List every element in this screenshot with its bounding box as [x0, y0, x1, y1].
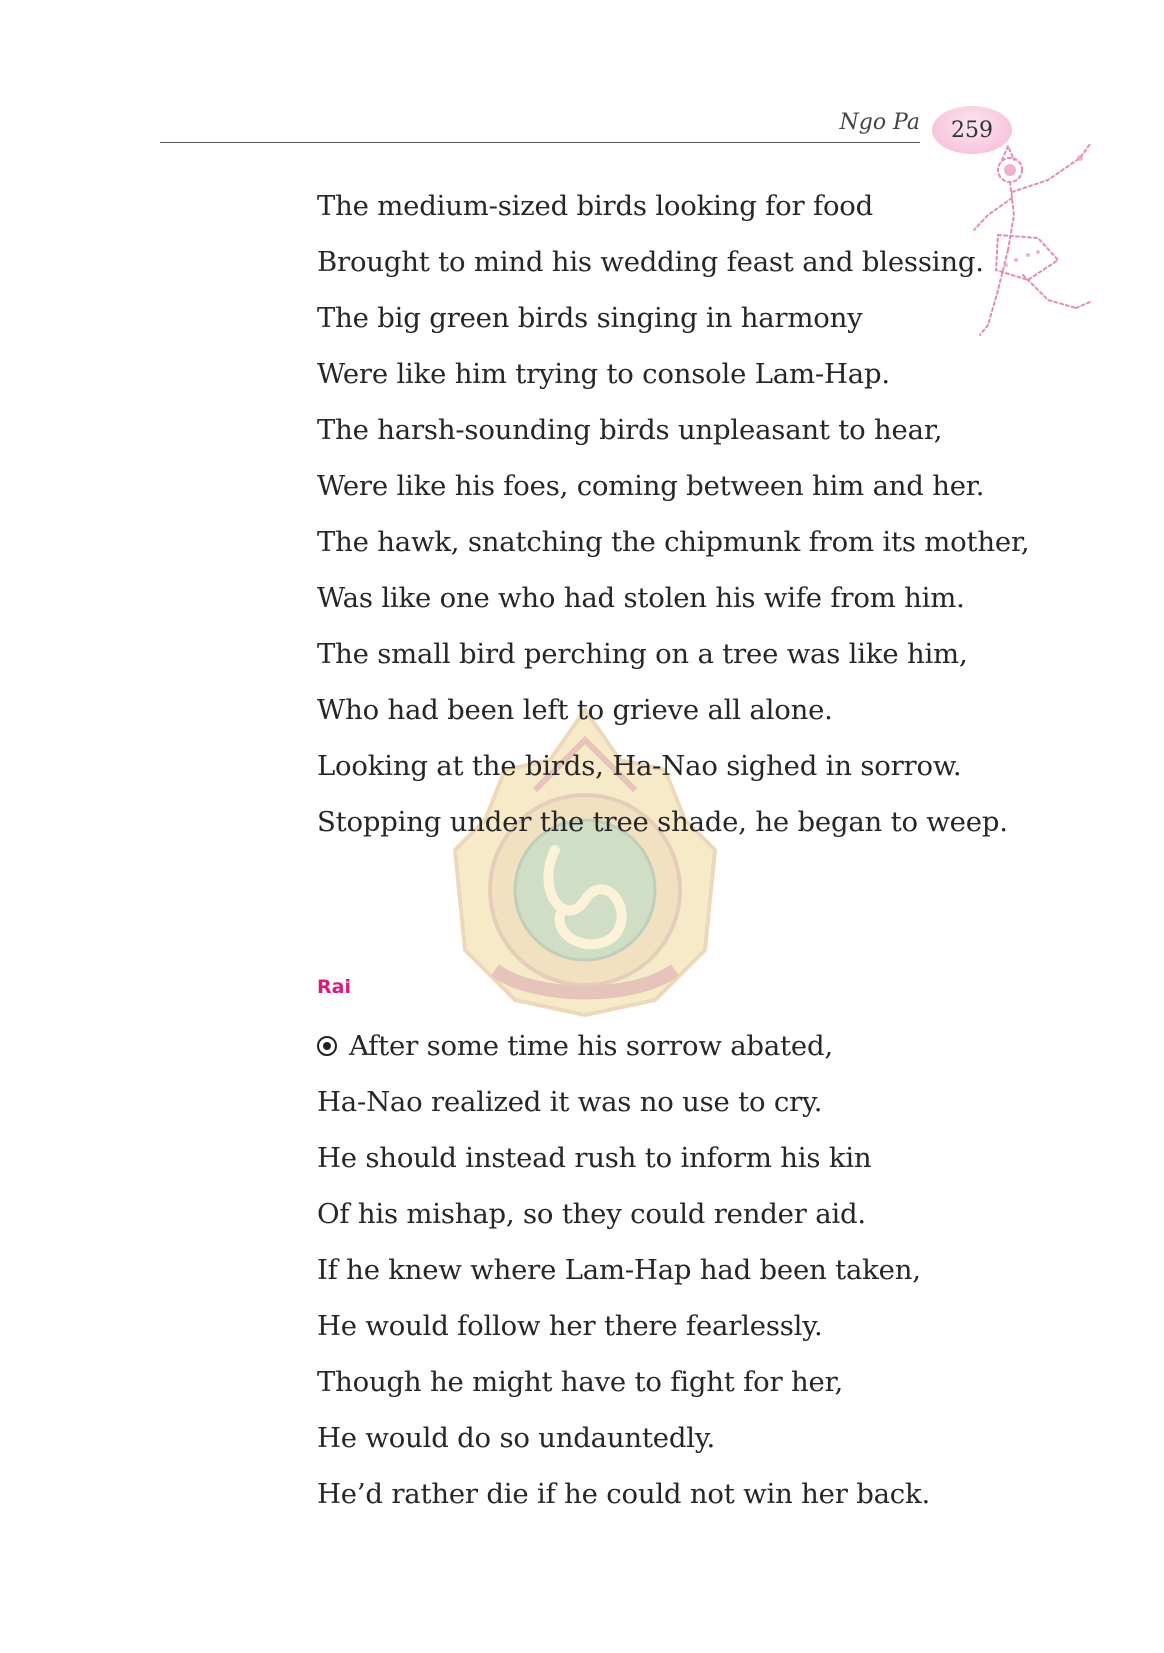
verse-line: If he knew where Lam-Hap had been taken, [317, 1254, 921, 1286]
verse-line: He’d rather die if he could not win her back. [317, 1478, 930, 1510]
verse-line: He would follow her there fearlessly. [317, 1310, 823, 1342]
verse-line: Of his mishap, so they could render aid. [317, 1198, 866, 1230]
verse-line: He would do so undauntedly. [317, 1422, 716, 1454]
header-rule [160, 142, 920, 143]
verse-line: Were like his foes, coming between him and her. [317, 470, 985, 502]
verse-line-first [317, 1018, 930, 1074]
verse-line: The hawk, snatching the chipmunk from its mother, [317, 526, 1030, 558]
stanza-2 [317, 1018, 930, 1522]
verse-line: The small bird perching on a tree was like him, [317, 638, 968, 670]
section-label: Rai [317, 976, 351, 998]
verse-line: Though he might have to fight for her, [317, 1366, 844, 1398]
verse-line-text: After some time his sorrow abated, [349, 1030, 833, 1062]
stanza-1 [317, 178, 1029, 850]
running-title: Ngo Pa [839, 110, 920, 135]
verse-line: The medium-sized birds looking for food [317, 190, 874, 222]
bullet-circle-icon [317, 1036, 337, 1056]
page-number: 259 [951, 117, 993, 143]
verse-line: Brought to mind his wedding feast and blessing. [317, 246, 984, 278]
verse-line: The harsh-sounding birds unpleasant to hear, [317, 414, 943, 446]
verse-line: Who had been left to grieve all alone. [317, 694, 833, 726]
verse-line: Looking at the birds, Ha-Nao sighed in sorrow. [317, 750, 962, 782]
verse-line: He should instead rush to inform his kin [317, 1142, 872, 1174]
verse-line: Stopping under the tree shade, he began to weep. [317, 806, 1008, 838]
verse-line: Was like one who had stolen his wife from him. [317, 582, 965, 614]
verse-line: Ha-Nao realized it was no use to cry. [317, 1086, 823, 1118]
verse-line: The big green birds singing in harmony [317, 302, 863, 334]
verse-line: Were like him trying to console Lam-Hap. [317, 358, 890, 390]
